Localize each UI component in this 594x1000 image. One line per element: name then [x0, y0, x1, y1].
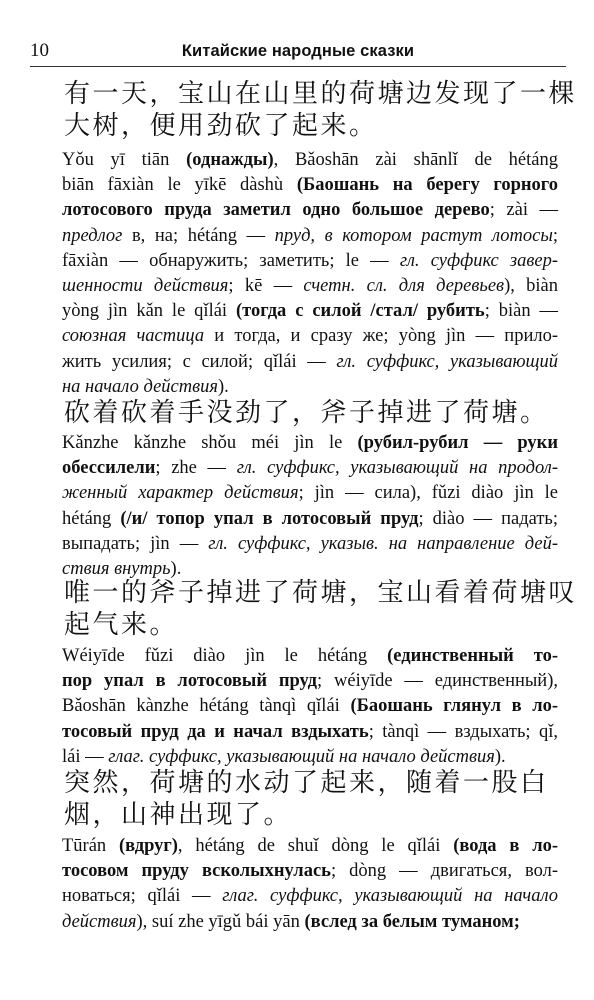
gloss-text: ; tànqì — вздыхать; qǐ, — [368, 721, 558, 742]
gloss-text: Tūrán — [62, 836, 120, 856]
gloss-grammar-note: пруд, в котором растут лотосы — [274, 225, 553, 246]
gloss-text: ; zhe — — [155, 458, 237, 479]
gloss-text: yòng jìn kǎn le qǐlái — [62, 301, 236, 322]
gloss-line — [62, 884, 558, 909]
gloss-translation: (вслед за белым туманом; — [304, 911, 520, 932]
gloss-text: в, на; hétáng — — [122, 225, 275, 246]
gloss-translation: (рубил-рубил — руки — [357, 433, 558, 453]
chinese-sentence-3 — [64, 577, 578, 641]
gloss-translation: тосовый пруд да и начал вздыхать — [62, 721, 369, 742]
gloss-translation: (/и/ топор упал в лотосовый пруд — [120, 508, 419, 529]
gloss-translation: (Баошань на берегу горного — [296, 175, 558, 196]
gloss-grammar-note: союзная частица — [62, 326, 205, 347]
gloss-grammar-note: шенности действия — [62, 275, 229, 296]
gloss-text: новаться; qǐlái — — [62, 886, 223, 907]
gloss-translation: тосовом пруду всколыхнулась — [62, 861, 331, 882]
chinese-sentence-4 — [64, 767, 550, 831]
gloss-text: ; kē — — [228, 275, 304, 296]
gloss-translation: пор упал в лотосовый пруд — [62, 671, 318, 692]
gloss-text: ), biàn — [504, 275, 558, 296]
gloss-text: biān fāxiàn le yīkē dàshù — [62, 175, 297, 196]
gloss-text: ; dòng — двигаться, вол- — [330, 861, 558, 882]
gloss-paragraph-4 — [62, 834, 558, 935]
running-title: Китайские народные сказки — [181, 42, 415, 60]
chinese-line: 有一天，宝山在山里的荷塘边发现了一棵 — [64, 79, 578, 109]
gloss-grammar-note: гл. суффикс, указыв. на направление дей- — [208, 533, 558, 554]
gloss-text: ; wéiyīde — единственный), — [317, 671, 558, 692]
gloss-line — [62, 324, 558, 349]
gloss-text: fāxiàn — обнаружить; заметить; le — — [62, 250, 400, 271]
gloss-text: Yǒu yī tiān — [62, 150, 187, 170]
gloss-translation: (однажды) — [186, 150, 274, 170]
gloss-text: выпадать; jìn — — [62, 533, 209, 554]
gloss-text: ; diào — падать; — [418, 508, 558, 529]
gloss-translation: (вдруг) — [119, 836, 178, 856]
chinese-line: 砍着砍着手没劲了，斧子掉进了荷塘。 — [64, 398, 549, 428]
chinese-line: 大树，便用劲砍了起来。 — [64, 111, 378, 141]
gloss-translation: обессилели — [62, 458, 156, 479]
gloss-text: и тогда, и сразу же; yòng jìn — прило- — [204, 326, 558, 347]
page-number: 10 — [30, 40, 49, 61]
gloss-grammar-note: на начало действия — [62, 376, 218, 397]
chinese-sentence-2 — [64, 397, 550, 429]
gloss-line — [62, 507, 558, 532]
chinese-line: 起气来。 — [64, 610, 179, 640]
gloss-text: Bǎoshān kànzhe hétáng tànqì qǐlái — [62, 696, 351, 717]
gloss-text: ; biàn — — [484, 301, 558, 322]
gloss-text: ; — [552, 225, 558, 246]
gloss-paragraph-3 — [62, 644, 558, 770]
gloss-paragraph-1 — [62, 148, 558, 400]
gloss-text: , Bǎoshān zài shānlǐ de hétáng — [273, 150, 558, 170]
gloss-text: ; zài — — [489, 200, 559, 221]
gloss-translation: (Баошань глянул в ло- — [350, 696, 558, 717]
gloss-line — [62, 431, 558, 456]
gloss-grammar-note: глаг. суффикс, указывающий на начало действия — [108, 746, 495, 767]
gloss-line — [62, 481, 558, 506]
gloss-line — [62, 350, 558, 375]
gloss-translation: (вода в ло- — [453, 836, 558, 856]
gloss-line — [62, 148, 558, 173]
gloss-line — [62, 694, 558, 719]
chinese-line: 突然，荷塘的水动了起来，随着一股白 — [64, 768, 549, 798]
gloss-grammar-note: гл. суффикс, указывающий — [336, 351, 558, 372]
gloss-line — [62, 644, 558, 669]
gloss-line — [62, 249, 558, 274]
chinese-line: 唯一的斧子掉进了荷塘，宝山看着荷塘叹 — [64, 578, 578, 608]
gloss-text: Kǎnzhe kǎnzhe shǒu méi jìn le — [62, 433, 358, 453]
gloss-text: ). — [170, 558, 182, 579]
gloss-grammar-note: действия — [62, 911, 137, 932]
gloss-line — [62, 173, 558, 198]
gloss-text: , hétáng de shuǐ dòng le qǐlái — [177, 836, 454, 856]
gloss-text: ; jìn — сила), fǔzi diào jìn le — [298, 483, 558, 504]
gloss-line — [62, 834, 558, 859]
gloss-grammar-note: ствия внутрь — [62, 558, 171, 579]
gloss-grammar-note: предлог — [62, 225, 123, 246]
gloss-translation: (единственный то- — [387, 646, 558, 666]
gloss-translation: лотосового пруда заметил одно большое дерево — [62, 200, 490, 221]
gloss-text: Wéiyīde fǔzi diào jìn le hétáng — [62, 646, 388, 666]
gloss-grammar-note: гл. суффикс завер- — [399, 250, 558, 271]
gloss-line — [62, 532, 558, 557]
gloss-grammar-note: глаг. суффикс, указывающий на начало — [222, 886, 558, 907]
gloss-text: ), suí zhe yīgǔ bái yān — [136, 911, 305, 932]
gloss-line — [62, 224, 558, 249]
gloss-line — [62, 859, 558, 884]
gloss-translation: (тогда с силой /стал/ рубить — [235, 301, 485, 322]
gloss-line — [62, 274, 558, 299]
gloss-line — [62, 456, 558, 481]
gloss-text: hétáng — [62, 508, 121, 529]
gloss-grammar-note: гл. суффикс, указывающий на продол- — [236, 458, 559, 479]
chinese-sentence-1 — [64, 78, 578, 142]
running-header — [30, 40, 566, 67]
gloss-line — [62, 910, 558, 935]
gloss-text: ). — [494, 746, 506, 767]
gloss-text: ). — [217, 376, 229, 397]
gloss-text: жить усилия; с силой; qǐlái — — [62, 351, 337, 372]
gloss-line — [62, 720, 558, 745]
gloss-line — [62, 198, 558, 223]
gloss-line — [62, 299, 558, 324]
gloss-paragraph-2 — [62, 431, 558, 582]
gloss-grammar-note: счетн. сл. для деревьев — [303, 275, 505, 296]
chinese-line: 烟，山神出现了。 — [64, 800, 293, 830]
gloss-line — [62, 669, 558, 694]
gloss-text: lái — — [62, 746, 109, 767]
gloss-grammar-note: женный характер действия — [62, 483, 299, 504]
